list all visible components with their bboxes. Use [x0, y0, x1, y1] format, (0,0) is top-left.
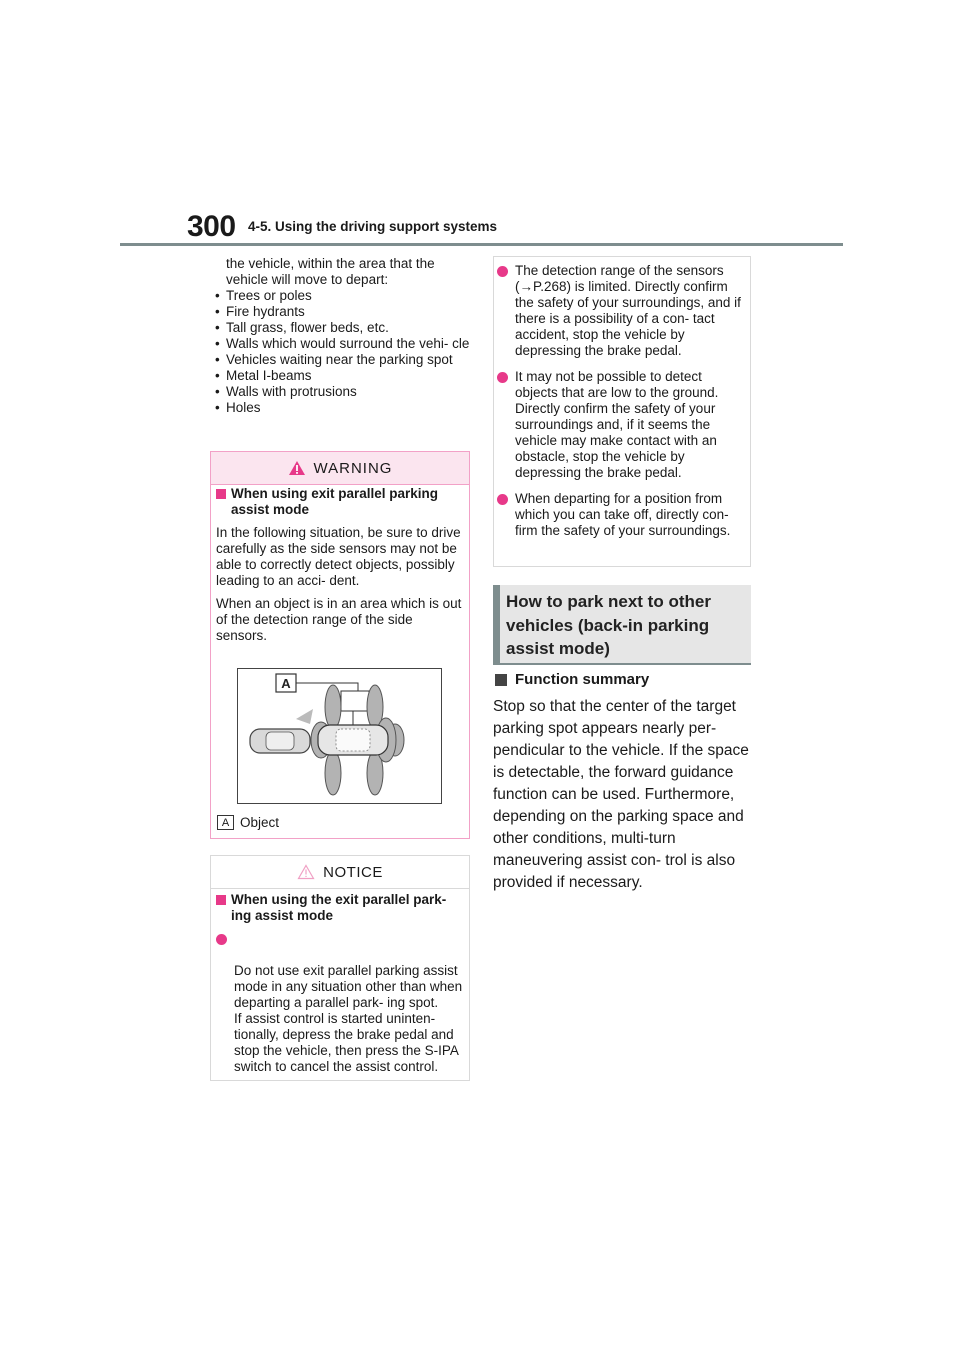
- function-summary-title: Function summary: [515, 671, 650, 688]
- warning-paragraph: In the following situation, be sure to drive carefully as the side sensors may not be able to correctly detect objects, possibly leading to an acci- dent.: [216, 525, 461, 588]
- square-bullet-icon: [495, 674, 507, 686]
- round-bullet-icon: [216, 934, 227, 945]
- round-bullet-icon: [497, 494, 508, 505]
- list-item: • Fire hydrants: [212, 304, 474, 320]
- list-item: • Metal I-beams: [212, 368, 474, 384]
- square-bullet-icon: [216, 489, 226, 499]
- caution-item: It may not be possible to detect objects that are low to the ground. Directly confirm the safety of your surroundings and, if it seems the vehicle may make contact with an obstacle, stop the vehicle by depressing the brake pedal.: [515, 369, 719, 480]
- page-number: 300: [187, 210, 236, 243]
- square-bullet-icon: [216, 895, 226, 905]
- list-item: • Trees or poles: [212, 288, 474, 304]
- list-item: • Walls which would surround the vehi- cle: [212, 336, 474, 352]
- warning-header: [211, 452, 469, 485]
- notice-box: [210, 855, 470, 1081]
- figure-caption: [217, 815, 279, 830]
- notice-bullet-text: Do not use exit parallel parking assist mode in any situation other than when departing a parallel park- ing spot. If assist control is started uninten- tionally, depress the brake pedal and stop the vehicle, then press the S-IPA switch to cancel the assist control.: [234, 963, 463, 1074]
- notice-heading: When using the exit parallel park- ing assist mode: [231, 892, 447, 923]
- round-bullet-icon: [497, 372, 508, 383]
- warning-title: WARNING: [313, 459, 393, 477]
- parking-sensor-illustration: [237, 668, 442, 804]
- caution-item: When departing for a position from which you can take off, directly con- firm the safety of your surroundings.: [515, 491, 731, 538]
- list-item: • Tall grass, flower beds, etc.: [212, 320, 474, 336]
- subsection-heading: How to park next to other vehicles (back-in parking assist mode): [493, 585, 751, 665]
- notice-header: [211, 856, 469, 889]
- caution-item: The detection range of the sensors (→P.268) is limited. Directly confirm the safety of your surroundings, and if there is a possibility of a con- tact accident, stop the vehicle by depressing the brake pedal.: [515, 263, 741, 358]
- parking-diagram: [238, 669, 441, 803]
- caption-label-a: A: [217, 815, 234, 830]
- caption-text: Object: [240, 815, 280, 830]
- function-summary-heading: [495, 671, 649, 688]
- notice-triangle-icon: [297, 864, 315, 880]
- warning-triangle-icon: [288, 460, 306, 476]
- warning-heading: When using exit parallel parking assist mode: [231, 486, 439, 517]
- warning-paragraph: When an object is in an area which is out of the detection range of the side sensors.: [216, 596, 462, 643]
- notice-title: NOTICE: [323, 863, 383, 881]
- intro-list: [212, 256, 474, 416]
- list-item: • Walls with protrusions: [212, 384, 474, 400]
- list-item: • Vehicles waiting near the parking spot: [212, 352, 474, 368]
- intro-lead: the vehicle, within the area that the vehicle will move to depart:: [226, 256, 435, 287]
- caution-box: [493, 256, 751, 567]
- header-divider: [120, 243, 843, 246]
- function-summary-text: Stop so that the center of the target parking spot appears nearly per- pendicular to the vehicle. If the space is detectable, the forward guidance function can be used. Furthermore, depending on the parking space and other conditions, multi-turn maneuvering assist con- trol is also provided if necessary.: [493, 698, 749, 891]
- round-bullet-icon: [497, 266, 508, 277]
- list-item: • Holes: [212, 400, 474, 416]
- section-title: 4-5. Using the driving support systems: [248, 219, 498, 234]
- figure-label-a: A: [281, 676, 291, 691]
